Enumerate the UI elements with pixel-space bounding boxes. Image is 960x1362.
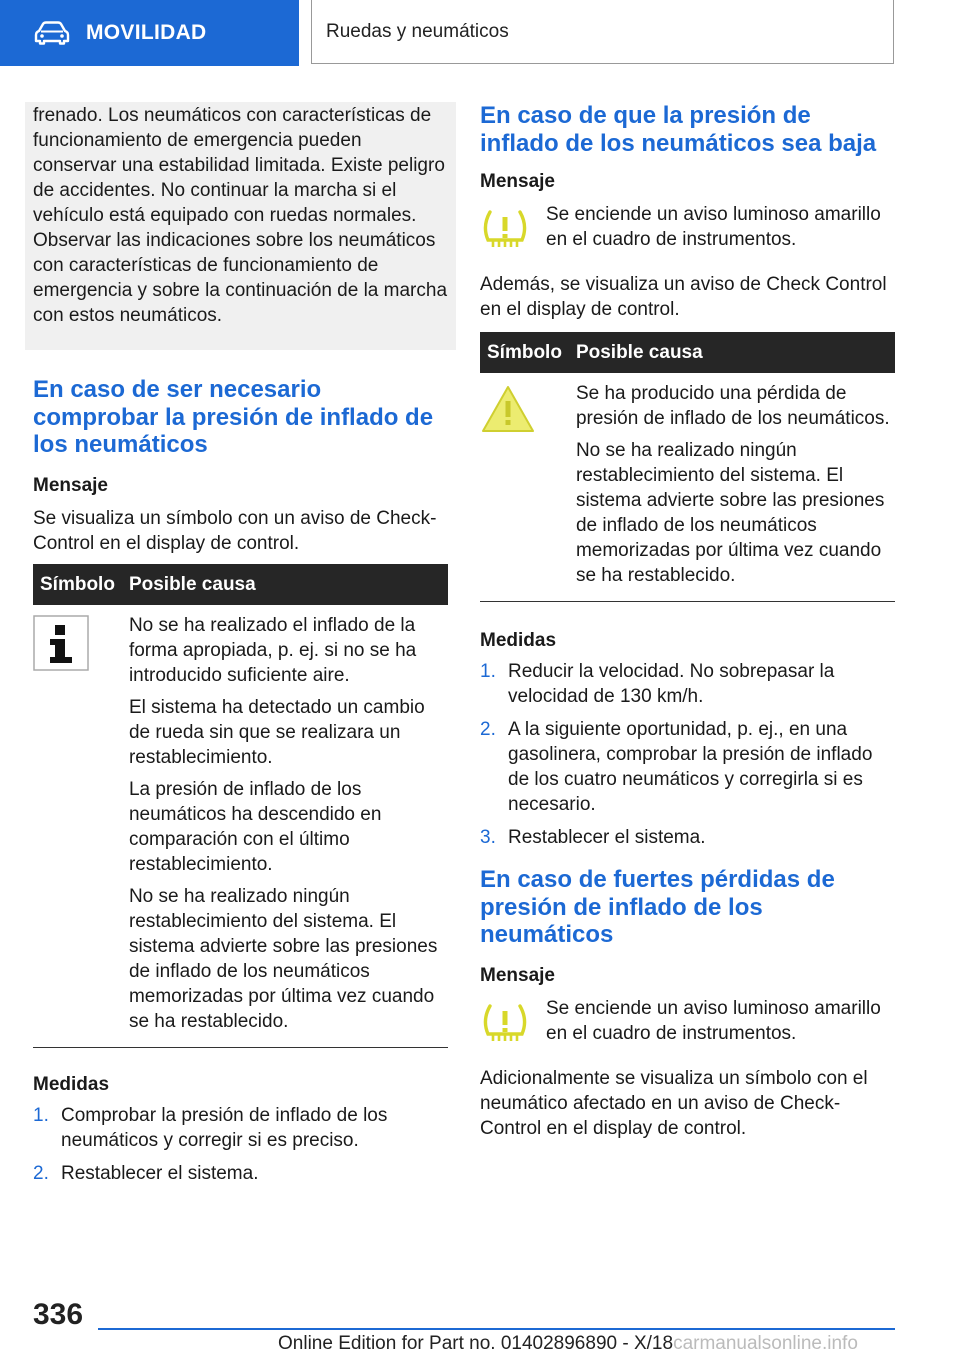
tire-pressure-warning-icon: [480, 1002, 530, 1048]
measures-list: [33, 1103, 448, 1186]
footer: [278, 1333, 858, 1355]
measures-list: [480, 659, 895, 850]
cause-text: No se ha realizado ningún restablecimiento del sistema. El sistema advierte sobre las presiones de inflado de los neumáticos memorizadas por última vez cuando se ha restablecido.: [128, 885, 438, 1032]
section-heading-check-pressure: En caso de ser necesario comprobar la presión de inflado de los neumáticos: [33, 376, 434, 458]
cause-text: Se ha producido una pérdida de presión de inflado de los neumáticos.: [575, 383, 890, 429]
chapter-title: Ruedas y neumáticos: [326, 20, 509, 42]
measures-label: Medidas: [33, 1073, 110, 1095]
extra-text: Además, se visualiza un aviso de Check Control en el display de control.: [480, 274, 887, 320]
table-row: [480, 373, 895, 602]
section-heading-strong-loss: En caso de fuertes pérdidas de presión de inflado de los neumáticos: [480, 866, 835, 948]
car-icon: [34, 21, 70, 45]
warning-text: frenado. Los neumáticos con características de funcionamiento de emergencia pueden conservar una estabilidad limitada. Existe peligro de accidentes. No continuar la marcha si el vehículo está equipado con ruedas normales. Observar las indicaciones sobre los neumáticos con características de funcionamiento de emergencia y sobre la continuación de la marcha con estos neumáticos.: [33, 105, 448, 326]
message-text: Se enciende un aviso luminoso amarillo en el cuadro de instrumentos.: [546, 204, 881, 250]
section-tab: [0, 0, 299, 66]
tire-pressure-warning-icon: [480, 208, 530, 254]
extra-text: Adicionalmente se visualiza un símbolo con el neumático afectado en un aviso de Check-Control en el display de control.: [480, 1067, 868, 1139]
table-header: [33, 564, 448, 605]
list-item: 1. Reducir la velocidad. No sobrepasar la velocidad de 130 km/h.: [480, 661, 835, 707]
left-column: [33, 102, 448, 1194]
message-row: [480, 202, 895, 259]
cause-text: No se ha realizado ningún restablecimiento del sistema. El sistema advierte sobre las presiones de inflado de los neumáticos memorizadas por última vez cuando se ha restablecido.: [575, 440, 885, 586]
col-cause: Posible causa: [122, 564, 448, 605]
section-heading-low-pressure: En caso de que la presión de inflado de los neumáticos sea baja: [480, 102, 877, 157]
measures-label: Medidas: [480, 630, 557, 651]
cause-text: El sistema ha detectado un cambio de rueda sin que se realizara un restablecimiento.: [128, 696, 425, 768]
col-cause: Posible causa: [569, 332, 895, 373]
table-row: [33, 605, 448, 1048]
cause-text: No se ha realizado el inflado de la forma apropiada, p. ej. si no se ha introducido suficiente aire.: [128, 614, 417, 686]
footer-divider: [98, 1328, 895, 1330]
message-text: Se visualiza un símbolo con un aviso de Check-Control en el display de control.: [33, 507, 437, 554]
section-title: MOVILIDAD: [86, 21, 207, 44]
message-label: Mensaje: [33, 474, 108, 496]
warning-triangle-icon: [480, 383, 536, 435]
right-column: [480, 102, 895, 1141]
chapter-header: [311, 0, 894, 64]
list-item: 2. A la siguiente oportunidad, p. ej., en una gasolinera, comprobar la presión de inflado de los cuatro neumáticos y corregirla si es necesario.: [480, 719, 873, 815]
cause-table: [33, 564, 448, 1048]
warning-box: [25, 102, 456, 350]
cause-table: [480, 332, 895, 602]
message-text: Se enciende un aviso luminoso amarillo en el cuadro de instrumentos.: [546, 997, 881, 1044]
table-header: [480, 332, 895, 373]
col-symbol: Símbolo: [480, 332, 569, 373]
page-number: 336: [33, 1298, 84, 1331]
message-row: [480, 996, 895, 1053]
list-item: 2. Restablecer el sistema.: [33, 1162, 259, 1184]
cause-text: La presión de inflado de los neumáticos ha descendido en comparación con el último restablecimiento.: [128, 778, 382, 875]
list-item: 1. Comprobar la presión de inflado de los neumáticos y corregir si es preciso.: [33, 1104, 388, 1151]
info-icon: [33, 615, 89, 671]
message-label: Mensaje: [480, 964, 555, 986]
message-label: Mensaje: [480, 171, 555, 192]
edition-text: Online Edition for Part no. 01402896890 - X/18: [278, 1333, 674, 1354]
col-symbol: Símbolo: [33, 564, 122, 605]
watermark: carmanualsonline.info: [673, 1333, 858, 1354]
list-item: 3. Restablecer el sistema.: [480, 827, 706, 848]
